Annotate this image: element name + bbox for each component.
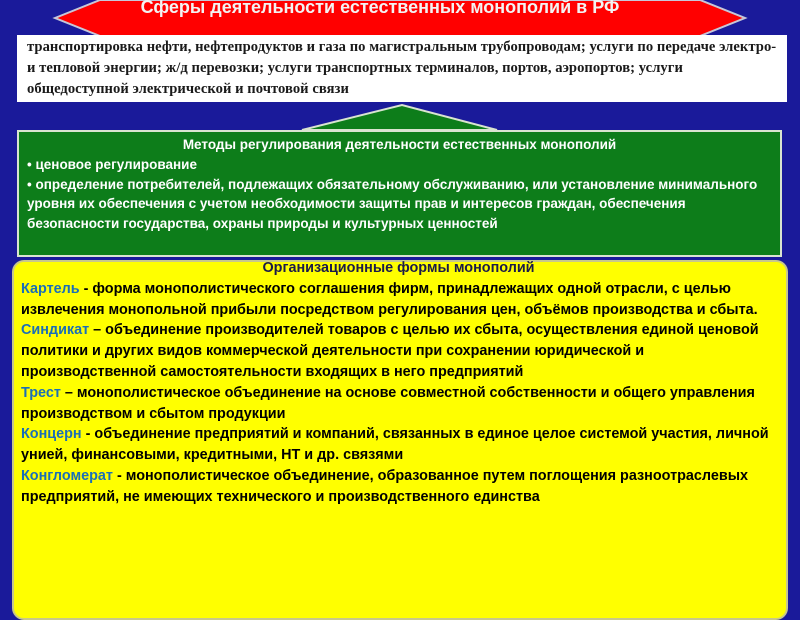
forms-panel	[12, 260, 788, 620]
methods-item: • ценовое регулирование	[27, 156, 197, 172]
definition-cartel: - форма монополистического соглашения фирм, принадлежащих одной отрасли, с целью извлечения монопольной прибыли посредством регулирования цен, объёмов производства и сбыта.	[21, 280, 758, 318]
form-entry-cartel	[21, 279, 776, 321]
scope-text: транспортировка нефти, нефтепродуктов и газа по магистральным трубопроводам; услуги по передаче электро- и тепловой энергии; ж/д перевозки; услуги транспортных терминалов, портов, аэропортов; услуги общедоступной электрической и почтовой связи	[27, 39, 777, 97]
page-title: Сферы деятельности естественных монополий в РФ	[140, 0, 620, 17]
term-cartel: Картель	[21, 280, 80, 297]
term-conglomerate: Конгломерат	[21, 467, 113, 484]
scope-panel	[17, 35, 787, 102]
term-trust: Трест	[21, 384, 61, 401]
methods-item: • определение потребителей, подлежащих обязательному обслуживанию, или установление минимального уровня их обеспечения с учетом необходимости защиты прав и интересов граждан, обеспечения безопасности государства, охраны природы и культурных ценностей	[27, 176, 758, 232]
term-concern: Концерн	[21, 426, 82, 443]
definition-conglomerate: - монополистическое объединение, образованное путем поглощения разноотраслевых предприятий, не имеющих технического и производственного единства	[21, 467, 749, 505]
forms-title: Организационные формы монополий	[262, 260, 535, 276]
definition-syndicate: – объединение производителей товаров с целью их сбыта, осуществления единой ценовой политики и других видов коммерческой деятельности при сохранении юридической и производственной самостоятельности входящих в него предприятий	[21, 322, 759, 380]
form-entry-concern	[21, 424, 776, 466]
methods-panel	[17, 130, 782, 257]
term-syndicate: Синдикат	[21, 322, 90, 339]
form-entry-conglomerate	[21, 466, 776, 508]
form-entry-syndicate	[21, 320, 776, 382]
methods-title: Методы регулирования деятельности естественных монополий	[182, 137, 617, 152]
definition-trust: – монополистическое объединение на основе совместной собственности и общего управления производством и сбытом продукции	[21, 384, 755, 422]
definition-concern: - объединение предприятий и компаний, связанных в единое целое системой участия, личной унией, финансовыми, кредитными, НТ и др. связями	[21, 426, 769, 464]
form-entry-trust	[21, 383, 776, 425]
